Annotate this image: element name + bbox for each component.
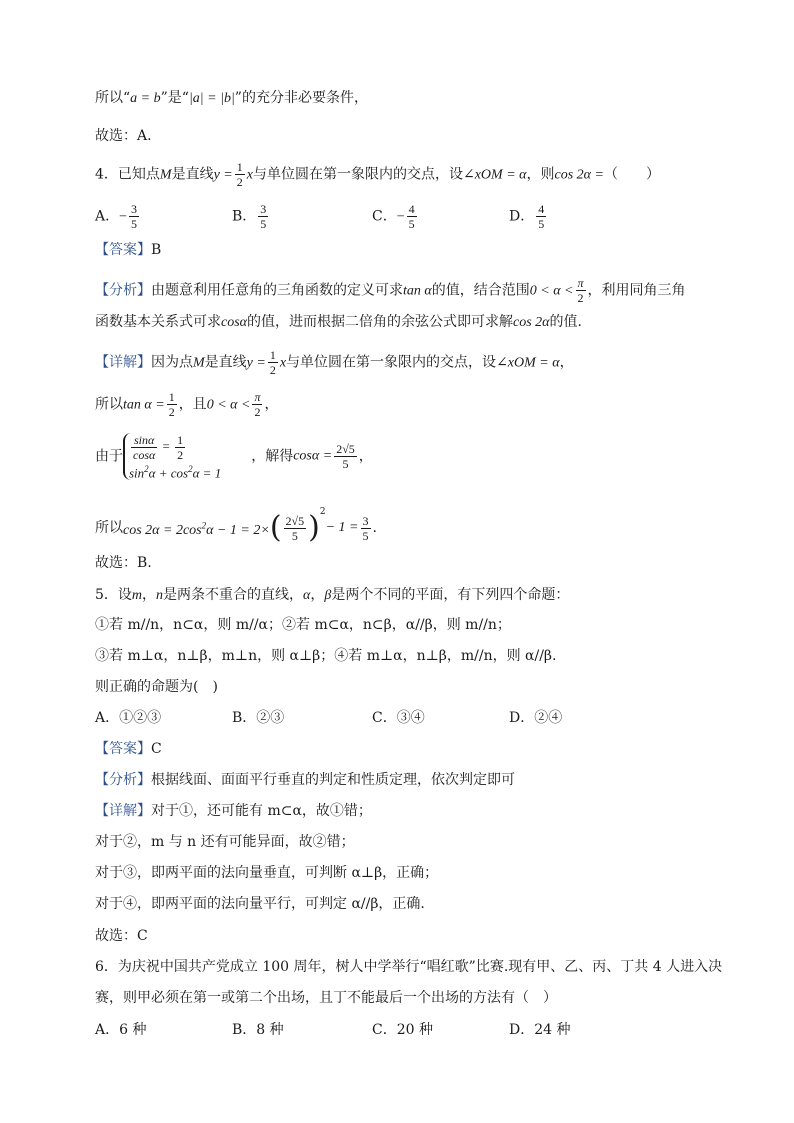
math-n: n <box>156 588 164 603</box>
q4-option-c <box>372 202 419 231</box>
option-label: A． <box>95 710 120 726</box>
den: 2 <box>269 363 276 377</box>
text: α = 1 <box>192 465 222 481</box>
text: ，解得 <box>251 448 294 465</box>
math-alpha: α <box>303 588 311 603</box>
text: 函数基本关系式可求 <box>95 314 221 330</box>
math-abs-eq: |a| = |b| <box>188 91 235 106</box>
fraction-2sqrt5-5 <box>334 442 357 471</box>
den: 5 <box>362 528 369 543</box>
text: 是直线 <box>171 166 214 183</box>
q5-option-c <box>372 708 425 728</box>
math-M: M <box>159 167 172 183</box>
num: 4 <box>538 202 545 216</box>
prev-conclusion-line <box>95 88 368 109</box>
math-cos2a: cos 2α <box>513 315 550 330</box>
math-angle: ∠xOM = α <box>462 167 527 183</box>
num: 1 <box>236 160 243 174</box>
math-range: 0 < α < <box>206 397 251 413</box>
analysis-tag: 【分析】 <box>95 282 151 299</box>
num: 3 <box>362 513 369 528</box>
text: ，则 <box>526 166 555 183</box>
q4-stem <box>95 160 660 189</box>
fraction-pi-2 <box>576 276 586 305</box>
sys-row1: $\frac{\sin\alpha}{\cos\alpha}$ = $\frac{1}{2}$ <box>133 433 184 462</box>
q4-analysis-line2 <box>95 312 582 333</box>
text: sin <box>129 465 145 481</box>
den: 5 <box>342 457 349 472</box>
fraction-pi-2 <box>252 390 262 419</box>
num: 2√5 <box>336 442 355 457</box>
text: （ ） <box>603 166 660 183</box>
sup: 2 <box>144 464 149 474</box>
option-text: ②④ <box>534 710 563 726</box>
option-text: ③④ <box>396 710 425 726</box>
den: 2 <box>577 291 584 305</box>
q5-propositions-1: ①若 m//n，n⊂α，则 m//α；②若 m⊂α，n⊂β，α//β，则 m//n； <box>95 617 511 633</box>
math-x: x <box>246 167 253 183</box>
text: ， <box>559 354 574 371</box>
text: ， <box>142 587 157 603</box>
q5-ask: 则正确的命题为( ) <box>95 679 218 695</box>
text: 所以 <box>95 520 123 536</box>
answer-value: B <box>151 242 162 258</box>
text: ”的充分非必要条件， <box>234 90 368 106</box>
option-fraction <box>258 202 268 231</box>
text: ，利用同角三角 <box>587 282 686 299</box>
q5-analysis <box>95 770 515 790</box>
option-text: 8 种 <box>256 1022 284 1038</box>
text: 因为点 <box>151 354 193 371</box>
detail-tag: 【详解】 <box>95 803 151 819</box>
q5-detail-4: 对于④，即两平面的法向量平行，可判定 α//β，正确. <box>95 896 425 912</box>
den: 5 <box>131 217 138 231</box>
math-tan-eq: tan α = <box>123 397 165 413</box>
option-label: C． <box>372 1022 397 1038</box>
num: π <box>577 276 584 290</box>
math-m: m <box>131 588 143 603</box>
q4-detail-line2 <box>95 390 278 419</box>
text: 对于①，还可能有 m⊂α，故①错； <box>151 803 372 819</box>
q6-stem-1: 6．为庆祝中国共产党成立 100 周年，树人中学举行“唱红歌”比赛.现有甲、乙、丙、丁共 4 人进入决 <box>95 959 723 975</box>
option-label: C． <box>372 710 397 726</box>
fraction-half <box>268 348 278 377</box>
option-label: B． <box>232 208 257 225</box>
option-label: B． <box>232 1022 257 1038</box>
q4-option-d <box>509 202 548 231</box>
math-y-eq: y = <box>246 355 266 371</box>
den: 2 <box>236 175 243 189</box>
q6-stem-2: 赛，则甲必须在第一或第二个出场，且丁不能最后一个出场的方法有（ ） <box>95 990 557 1006</box>
text: 是直线 <box>204 354 247 371</box>
text: 4．已知点 <box>95 166 160 183</box>
text: 由题意利用任意角的三角函数的定义可求 <box>151 282 403 299</box>
num: sinα <box>131 433 157 448</box>
option-sign: − <box>119 209 128 225</box>
text: cos 2α = 2cos <box>123 522 202 538</box>
option-text: 24 种 <box>534 1022 571 1038</box>
option-label: A． <box>95 1022 120 1038</box>
text: 是两条不重合的直线， <box>163 587 304 603</box>
den: 2 <box>254 405 261 419</box>
math-cos-eq: cosα = <box>293 448 333 464</box>
den: 5 <box>260 217 267 231</box>
option-fraction <box>129 202 139 231</box>
num: 3 <box>260 202 267 216</box>
q5-stem <box>95 585 569 606</box>
den: 5 <box>291 528 298 543</box>
text: α − 1 = 2× <box>206 522 270 538</box>
math-angle: ∠xOM = α <box>496 355 560 371</box>
den: 5 <box>538 217 545 231</box>
num: 1 <box>168 390 175 404</box>
text: 的值. <box>549 314 582 330</box>
text: 由于 <box>95 448 123 465</box>
option-text: 6 种 <box>119 1022 147 1038</box>
text: 的值，结合范围 <box>431 282 530 299</box>
q6-option-c <box>372 1020 433 1040</box>
math-beta: β <box>324 588 332 603</box>
num: 1 <box>177 433 184 447</box>
sys-row2 <box>129 462 221 480</box>
q5-detail-1 <box>95 801 372 821</box>
option-label: D． <box>509 208 535 225</box>
paren-left: ( <box>269 510 282 545</box>
text: ，且 <box>178 396 207 413</box>
option-fraction <box>407 202 417 231</box>
option-label: B． <box>232 710 257 726</box>
den: 2 <box>168 405 175 419</box>
q5-option-b <box>232 708 284 728</box>
text: ， <box>310 587 325 603</box>
sup: 2 <box>188 464 193 474</box>
den: cosα <box>133 448 156 462</box>
text: 5．设 <box>95 587 132 603</box>
math-cos: cosα <box>221 315 248 330</box>
option-label: C． <box>372 208 397 225</box>
num: 2√5 <box>285 513 305 528</box>
answer-tag: 【答案】 <box>95 242 151 258</box>
q6-option-b <box>232 1020 284 1040</box>
math-a-eq-b: a = b <box>130 91 161 106</box>
prev-choose-line: 故选：A. <box>95 128 152 144</box>
sup: 2 <box>319 507 326 517</box>
option-text: ②③ <box>256 710 285 726</box>
math-result <box>123 520 270 538</box>
option-fraction <box>536 202 546 231</box>
q6-option-d <box>509 1020 571 1040</box>
q5-propositions-2: ③若 m⊥α，n⊥β，m⊥n，则 α⊥β；④若 m⊥α，n⊥β，m//n，则 α//β. <box>95 648 557 664</box>
q4-detail-line3 <box>95 433 373 480</box>
answer-value: C <box>151 741 162 757</box>
fraction-2sqrt5-5 <box>284 514 307 543</box>
fraction-half <box>167 390 177 419</box>
text: 是两个不同的平面，有下列四个命题： <box>331 587 570 603</box>
sup: 2 <box>201 520 207 531</box>
math-y-eq: y = <box>213 167 233 183</box>
option-text: ①②③ <box>119 710 162 726</box>
text: 与单位圆在第一象限内的交点，设 <box>286 354 497 371</box>
option-sign: − <box>396 209 405 225</box>
detail-tag: 【详解】 <box>95 354 151 371</box>
option-label: D． <box>509 710 535 726</box>
q5-option-d <box>509 708 562 728</box>
text: 根据线面、面面平行垂直的判定和性质定理，依次判定即可 <box>151 772 515 788</box>
q4-detail-line4: 所以$\cos 2\alpha = 2\cos^2\alpha - 1 = 2\times$( $\frac{2√5}{5}$ )$^2$− 1 = $\frac{3}{5}$ . <box>95 507 377 545</box>
text: ， <box>358 448 373 465</box>
num: 3 <box>131 202 138 216</box>
text: 的值，进而根据二倍角的余弦公式即可求解 <box>247 314 514 330</box>
q4-detail-line1 <box>95 348 574 377</box>
fraction-half <box>175 433 185 462</box>
math-text: − 1 = <box>325 520 359 535</box>
num: 1 <box>269 348 276 362</box>
fraction-half <box>235 160 245 189</box>
q6-option-a <box>95 1020 146 1040</box>
math-cos2a: cos 2α = <box>554 167 604 183</box>
num: 4 <box>408 202 415 216</box>
math-M: M <box>193 355 205 371</box>
option-text: 20 种 <box>396 1022 433 1038</box>
fraction-3-5 <box>361 514 371 543</box>
text: 与单位圆在第一象限内的交点，设 <box>252 166 463 183</box>
text: ”是“ <box>160 90 189 106</box>
math-range: 0 < α < <box>529 283 574 299</box>
q4-option-b <box>232 202 270 231</box>
equation-system <box>123 433 221 480</box>
answer-tag: 【答案】 <box>95 741 151 757</box>
q4-option-a <box>95 202 141 231</box>
q4-analysis-line1 <box>95 276 686 305</box>
q4-answer <box>95 240 161 260</box>
text: 所以“ <box>95 90 131 106</box>
q5-choose: 故选：C <box>95 928 148 944</box>
q5-option-a <box>95 708 161 728</box>
text: 所以 <box>95 396 123 413</box>
analysis-tag: 【分析】 <box>95 772 151 788</box>
q4-choose: 故选：B. <box>95 555 152 571</box>
q5-detail-3: 对于③，即两平面的法向量垂直，可判断 α⊥β，正确； <box>95 865 439 881</box>
text: α + cos <box>148 465 189 481</box>
num: π <box>254 390 261 404</box>
text: ， <box>264 396 279 413</box>
den: 2 <box>177 448 184 462</box>
den: 5 <box>408 217 415 231</box>
math-x: x <box>279 355 287 371</box>
option-label: D． <box>509 1022 535 1038</box>
fraction-sin-cos <box>131 433 157 462</box>
q5-answer <box>95 739 162 759</box>
paren-right: ) <box>308 510 320 545</box>
option-label: A． <box>95 208 120 225</box>
q5-detail-2: 对于②，m 与 n 还有可能异面，故②错； <box>95 834 355 850</box>
math-tan: tan α <box>403 283 432 299</box>
